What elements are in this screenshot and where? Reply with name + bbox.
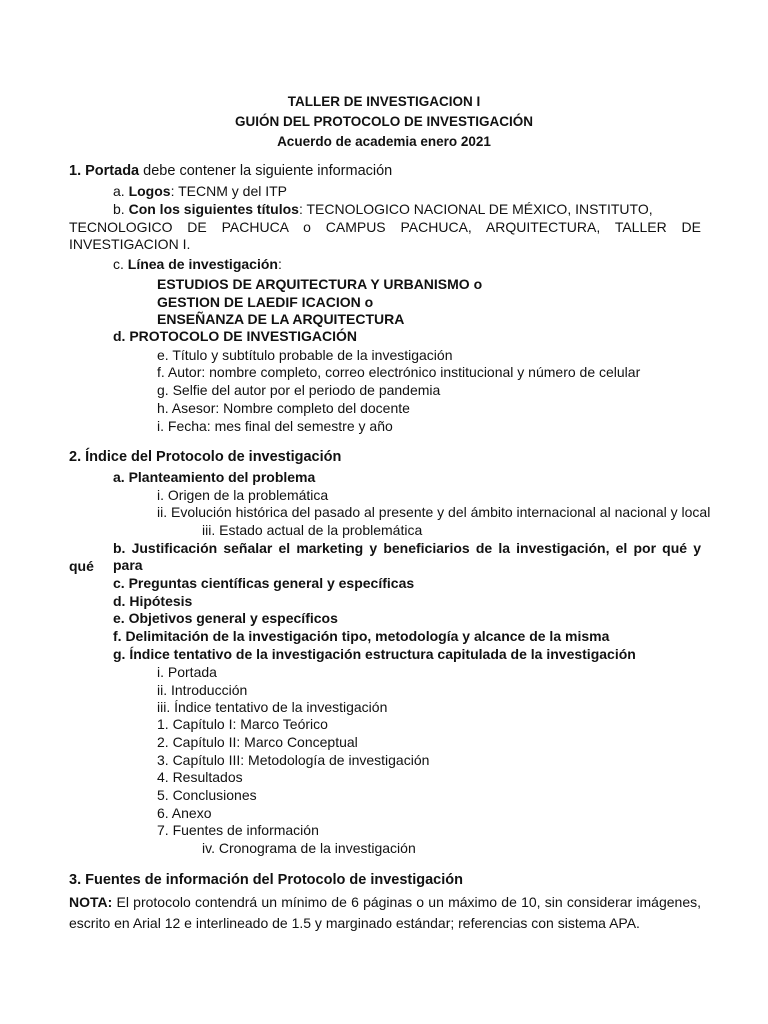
index-item-schedule: iv. Cronograma de la investigación xyxy=(202,840,416,856)
item-1c-colon: : xyxy=(277,256,282,272)
section-2-heading: 2. Índice del Protocolo de investigación xyxy=(69,449,342,465)
index-item: 2. Capítulo II: Marco Conceptual xyxy=(157,734,358,750)
item-2e: e. Objetivos general y específicos xyxy=(113,610,338,626)
item-2f: f. Delimitación de la investigación tipo, metodología y alcance de la misma xyxy=(113,628,610,644)
document-title: TALLER DE INVESTIGACION I xyxy=(287,94,481,109)
research-line-2: GESTION DE LAEDIF ICACION o xyxy=(157,294,374,310)
index-item: 6. Anexo xyxy=(157,805,212,821)
section-1-number: 1. xyxy=(69,163,82,179)
section-3-heading: 3. Fuentes de información del Protocolo de investigación xyxy=(69,872,463,888)
item-2a-i: i. Origen de la problemática xyxy=(157,487,329,503)
academy-agreement: Acuerdo de academia enero 2021 xyxy=(277,134,491,149)
index-item: 5. Conclusiones xyxy=(157,787,257,803)
protocol-item-g: g. Selfie del autor por el periodo de pandemia xyxy=(157,382,441,398)
note-line-1 xyxy=(69,894,701,911)
document-subtitle: GUIÓN DEL PROTOCOLO DE INVESTIGACIÓN xyxy=(234,114,534,129)
item-2c: c. Preguntas científicas general y específicas xyxy=(113,575,415,591)
item-1c-prefix: c. xyxy=(113,256,128,272)
note-line-2: escrito en Arial 12 e interlineado de 1.5 y marginado estándar; referencias con sistema APA. xyxy=(69,915,640,931)
protocol-item-h: h. Asesor: Nombre completo del docente xyxy=(157,400,410,416)
item-1b-line-1 xyxy=(113,201,653,218)
item-2a-iii: iii. Estado actual de la problemática xyxy=(202,522,423,538)
index-item: 7. Fuentes de información xyxy=(157,822,319,838)
index-item: i. Portada xyxy=(157,664,217,680)
item-1a xyxy=(113,183,287,200)
item-2g: g. Índice tentativo de la investigación estructura capitulada de la investigación xyxy=(113,646,636,662)
index-item: 1. Capítulo I: Marco Teórico xyxy=(157,716,328,732)
index-item: 3. Capítulo III: Metodología de investigación xyxy=(157,752,430,768)
item-1d-heading: d. PROTOCOLO DE INVESTIGACIÓN xyxy=(113,328,357,344)
item-1b-line-2: TECNOLOGICO DE PACHUCA o CAMPUS PACHUCA, ARQUITECTURA, TALLER DE xyxy=(69,219,701,235)
item-2a-ii: ii. Evolución histórica del pasado al presente y del ámbito internacional al nacional y local xyxy=(157,504,711,520)
section-1-title: Portada xyxy=(85,163,140,179)
item-1c-label: Línea de investigación xyxy=(127,256,278,272)
protocol-item-f: f. Autor: nombre completo, correo electrónico institucional y número de celular xyxy=(157,364,641,380)
item-1b-text: : TECNOLOGICO NACIONAL DE MÉXICO, INSTITUTO, xyxy=(298,201,653,217)
research-line-3: ENSEÑANZA DE LA ARQUITECTURA xyxy=(157,311,405,327)
item-1a-label: Logos xyxy=(128,183,171,199)
note-text: El protocolo contendrá un mínimo de 6 páginas o un máximo de 10, sin considerar imágenes, xyxy=(112,894,701,910)
item-2b-line-2: qué xyxy=(69,558,94,574)
item-2d: d. Hipótesis xyxy=(113,593,193,609)
item-1c xyxy=(113,256,282,273)
item-1b-line-3: INVESTIGACION I. xyxy=(69,236,191,252)
item-1b-prefix: b. xyxy=(113,201,129,217)
item-1b-label: Con los siguientes títulos xyxy=(128,201,299,217)
section-1-heading xyxy=(69,163,392,180)
protocol-item-i: i. Fecha: mes final del semestre y año xyxy=(157,418,393,434)
item-1a-prefix: a. xyxy=(113,183,129,199)
research-line-1: ESTUDIOS DE ARQUITECTURA Y URBANISMO o xyxy=(157,276,483,292)
item-2a: a. Planteamiento del problema xyxy=(113,469,316,485)
protocol-item-e: e. Título y subtítulo probable de la investigación xyxy=(157,347,453,363)
index-item: ii. Introducción xyxy=(157,682,248,698)
index-item: iii. Índice tentativo de la investigación xyxy=(157,699,388,715)
index-item: 4. Resultados xyxy=(157,769,243,785)
section-1-intro: debe contener la siguiente información xyxy=(139,163,393,179)
note-label: NOTA: xyxy=(69,894,113,910)
item-1a-text: : TECNM y del ITP xyxy=(170,183,288,199)
item-2b-line-1: b. Justificación señalar el marketing y beneficiarios de la investigación, el por qué y para xyxy=(113,540,701,573)
